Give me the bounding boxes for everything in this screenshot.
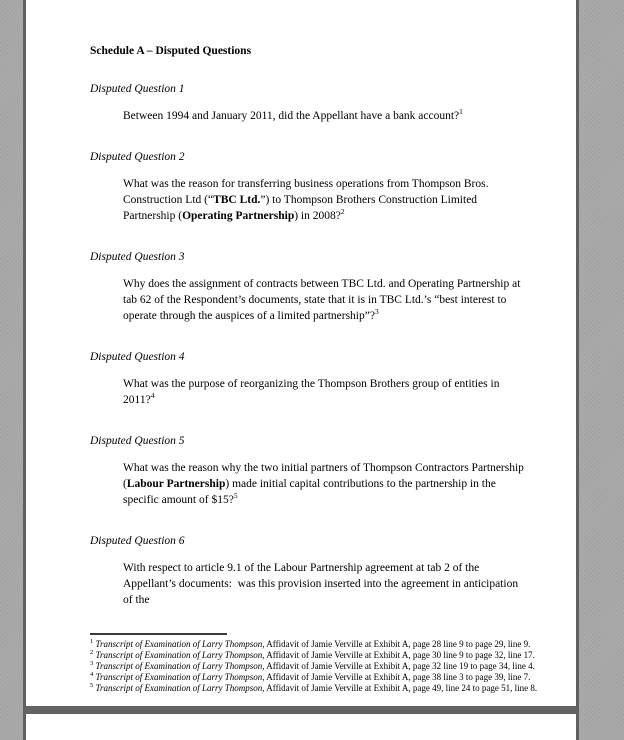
footnote-item [90, 639, 541, 650]
disputed-question-section [90, 81, 527, 124]
disputed-question-section [90, 349, 527, 408]
next-page-top-edge[interactable] [23, 714, 579, 740]
footnote-text: Affidavit of Jamie Verville at Exhibit A, page 28 line 9 to page 29, line 9. [264, 639, 531, 649]
footnote-number: 4 [90, 671, 94, 678]
text-run: What was the reason why the two initial partners of Thompson Contractors Partnership ( [123, 462, 524, 490]
disputed-question-paragraph [90, 560, 527, 608]
footnote-reference: 5 [233, 491, 238, 501]
text-run: What was the reason for transferring business operations from Thompson Bros. Construction Ltd (“ [123, 178, 489, 206]
footnote-text: Affidavit of Jamie Verville at Exhibit A, page 38 line 3 to page 39, line 7. [264, 672, 531, 682]
disputed-question-paragraph [90, 176, 527, 224]
disputed-question-heading: Disputed Question 6 [90, 535, 185, 547]
footnote-text: Affidavit of Jamie Verville at Exhibit A, page 49, line 24 to page 51, line 8. [264, 683, 538, 693]
footnote-number: 1 [90, 638, 94, 645]
footnote-number: 3 [90, 660, 94, 667]
disputed-question-section [90, 149, 527, 224]
disputed-questions-list [90, 81, 527, 608]
text-run: ) made initial capital contributions to the partnership in the specific amount of $15? [123, 478, 496, 506]
disputed-question-heading: Disputed Question 4 [90, 351, 185, 363]
footnote-separator [90, 633, 227, 635]
footnote-reference: 4 [150, 391, 155, 401]
disputed-question-heading: Disputed Question 3 [90, 251, 185, 263]
footnote-number: 5 [90, 682, 94, 689]
footnote-text: Affidavit of Jamie Verville at Exhibit A, page 30 line 9 to page 32, line 17. [264, 650, 535, 660]
footnote-item [90, 661, 541, 672]
text-run: Between 1994 and January 2011, did the Appellant have a bank account? [123, 110, 460, 122]
footnote-item [90, 672, 541, 683]
text-run: ) in 2008? [294, 210, 341, 222]
footnote-reference: 2 [340, 207, 345, 217]
footnote-citation: Transcript of Examination of Larry Thompson, [93, 683, 265, 693]
text-run: ”) to Thompson Brothers Construction Limited Partnership ( [123, 194, 478, 222]
text-run: Labour Partnership [126, 478, 226, 490]
text-run: With respect to article 9.1 of the Labour Partnership agreement at tab 2 of the Appellant’s documents: was this provision inserted into the agreement in anticipation of the [123, 562, 519, 606]
text-run: What was the purpose of reorganizing the Thompson Brothers group of entities in 2011? [123, 378, 500, 406]
disputed-question-heading: Disputed Question 2 [90, 151, 185, 163]
footnote-item [90, 683, 541, 694]
footnote-text: Affidavit of Jamie Verville at Exhibit A, page 32 line 19 to page 34, line 4. [264, 661, 535, 671]
footnote-number: 2 [90, 649, 94, 656]
footnote-item [90, 650, 541, 661]
text-run: Why does the assignment of contracts between TBC Ltd. and Operating Partnership at tab 62 of the Respondent’s documents, state that it is in TBC Ltd.’s “best interest to operate through the auspices of a limited partnership”? [123, 278, 521, 322]
page-title: Schedule A – Disputed Questions [90, 45, 252, 57]
footnote-reference: 3 [374, 307, 379, 317]
disputed-question-heading: Disputed Question 5 [90, 435, 185, 447]
disputed-question-paragraph [90, 460, 527, 508]
footnote-citation: Transcript of Examination of Larry Thompson, [93, 672, 265, 682]
disputed-question-paragraph [90, 376, 527, 408]
footnote-citation: Transcript of Examination of Larry Thompson, [93, 650, 265, 660]
disputed-question-heading: Disputed Question 1 [90, 83, 185, 95]
footnote-citation: Transcript of Examination of Larry Thompson, [93, 639, 265, 649]
footnotes [90, 639, 541, 694]
text-run: Operating Partnership [182, 210, 295, 222]
disputed-question-paragraph [90, 276, 527, 324]
disputed-question-paragraph [90, 108, 527, 124]
text-run: TBC Ltd. [213, 194, 261, 206]
footnote-reference: 1 [459, 107, 463, 117]
disputed-question-section [90, 433, 527, 508]
disputed-question-section [90, 249, 527, 324]
footnote-citation: Transcript of Examination of Larry Thompson, [93, 661, 265, 671]
disputed-question-section [90, 533, 527, 608]
document-page[interactable] [23, 0, 579, 714]
